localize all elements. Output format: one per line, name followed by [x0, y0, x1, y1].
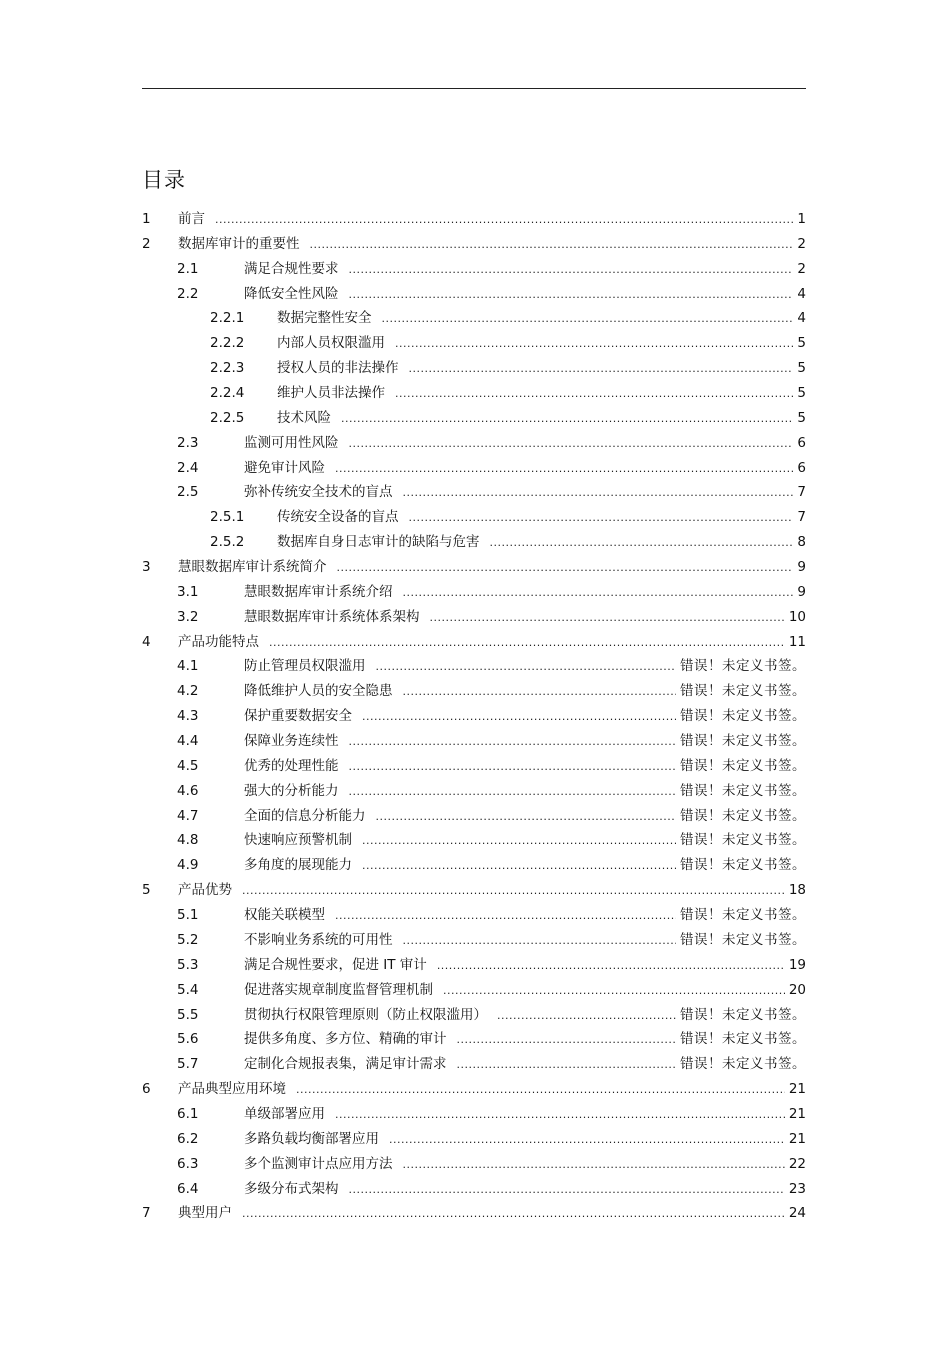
toc-leader-dots: [362, 705, 676, 730]
toc-entry-number: 2.5.1: [210, 509, 245, 526]
toc-entry-title: 保护重要数据安全: [244, 708, 352, 725]
toc-entry[interactable]: [142, 480, 806, 505]
toc-entry-number: 5: [142, 882, 151, 899]
toc-entry-number: 5.4: [177, 981, 199, 998]
toc-entry-title: 慧眼数据库审计系统介绍: [244, 583, 393, 600]
toc-entry-title: 前言: [178, 211, 205, 227]
toc-entry-title: 弥补传统安全技术的盲点: [244, 484, 393, 501]
toc-entry-page: 21: [788, 1081, 806, 1098]
toc-entry[interactable]: [142, 431, 806, 456]
toc-entry-title: 贯彻执行权限管理原则（防止权限滥用）: [244, 1006, 487, 1023]
toc-entry-number: 4.5: [177, 757, 199, 774]
toc-entry[interactable]: [142, 456, 806, 481]
toc-entry-title: 满足合规性要求: [244, 260, 339, 277]
toc-entry-number: 4.6: [177, 782, 199, 799]
toc-entry[interactable]: [142, 555, 806, 580]
toc-entry-page: 错误！未定义书签。: [680, 931, 806, 948]
toc-leader-dots: [403, 581, 794, 606]
toc-entry-title: 促进落实规章制度监督管理机制: [244, 981, 433, 998]
toc-leader-dots: [349, 432, 794, 457]
toc-entry-page: 1: [797, 211, 806, 227]
toc-entry[interactable]: [142, 903, 806, 928]
toc-entry-title: 权能关联模型: [244, 907, 325, 924]
toc-entry-page: 11: [788, 633, 806, 650]
toc-entry-page: 错误！未定义书签。: [680, 757, 806, 774]
toc-leader-dots: [349, 755, 677, 780]
toc-entry-page: 4: [797, 310, 806, 327]
toc-leader-dots: [215, 208, 793, 233]
toc-leader-dots: [310, 233, 794, 258]
toc-entry-number: 7: [142, 1205, 151, 1222]
toc-entry[interactable]: [142, 878, 806, 903]
toc-entry[interactable]: [142, 754, 806, 779]
toc-leader-dots: [296, 1078, 785, 1103]
toc-entry[interactable]: [142, 953, 806, 978]
toc-entry-title: 避免审计风险: [244, 459, 325, 476]
toc-entry-title: 产品优势: [178, 882, 232, 899]
toc-leader-dots: [409, 506, 794, 531]
toc-entry-number: 3: [142, 559, 151, 576]
toc-entry-number: 5.1: [177, 907, 199, 924]
toc-entry-title: 多角度的展现能力: [244, 857, 352, 874]
toc-leader-dots: [409, 357, 794, 382]
toc-entry-number: 2.3: [177, 434, 199, 451]
toc-entry-number: 2.2.1: [210, 310, 245, 327]
toc-entry[interactable]: [142, 207, 806, 232]
toc-entry[interactable]: [142, 306, 806, 331]
toc-entry-page: 5: [797, 335, 806, 352]
toc-entry[interactable]: [142, 654, 806, 679]
toc-entry-title: 多级分布式架构: [244, 1180, 339, 1197]
toc-entry[interactable]: [142, 1152, 806, 1177]
toc-entry-page: 错误！未定义书签。: [680, 733, 806, 750]
toc-entry-number: 6: [142, 1081, 151, 1098]
toc-entry-page: 19: [788, 956, 806, 973]
toc-leader-dots: [403, 929, 677, 954]
toc-entry-page: 错误！未定义书签。: [680, 832, 806, 849]
toc-leader-dots: [337, 556, 794, 581]
toc-entry[interactable]: [142, 282, 806, 307]
toc-entry[interactable]: [142, 804, 806, 829]
toc-entry-page: 7: [797, 484, 806, 501]
toc-entry[interactable]: [142, 729, 806, 754]
toc-leader-dots: [395, 332, 793, 357]
toc-entry-number: 5.3: [177, 956, 199, 973]
toc-entry-page: 错误！未定义书签。: [680, 782, 806, 799]
toc-entry[interactable]: [142, 704, 806, 729]
toc-leader-dots: [443, 979, 785, 1004]
toc-entry-title: 传统安全设备的盲点: [277, 509, 399, 526]
toc-entry-number: 6.3: [177, 1155, 199, 1172]
toc-entry-page: 20: [788, 981, 806, 998]
toc-entry-title: 不影响业务系统的可用性: [244, 931, 393, 948]
toc-entry-title: 产品典型应用环境: [178, 1081, 286, 1098]
table-of-contents: [142, 207, 806, 1226]
toc-entry-page: 24: [788, 1205, 806, 1222]
toc-entry[interactable]: [142, 356, 806, 381]
toc-leader-dots: [403, 680, 677, 705]
toc-entry-page: 21: [788, 1130, 806, 1147]
toc-entry-number: 2.2.4: [210, 385, 245, 402]
toc-entry-page: 18: [788, 882, 806, 899]
toc-leader-dots: [457, 1028, 677, 1053]
toc-leader-dots: [349, 283, 794, 308]
toc-entry-title: 数据库审计的重要性: [178, 235, 300, 252]
toc-entry-number: 4.7: [177, 807, 199, 824]
toc-entry-title: 多个监测审计点应用方法: [244, 1155, 393, 1172]
toc-entry[interactable]: [142, 406, 806, 431]
toc-entry-number: 2.4: [177, 459, 199, 476]
toc-entry[interactable]: [142, 1077, 806, 1102]
toc-entry[interactable]: [142, 505, 806, 530]
toc-leader-dots: [335, 457, 793, 482]
toc-entry-number: 6.4: [177, 1180, 199, 1197]
toc-entry[interactable]: [142, 679, 806, 704]
toc-entry-title: 维护人员非法操作: [277, 385, 385, 402]
toc-entry-title: 内部人员权限滥用: [277, 335, 385, 352]
toc-entry-title: 单级部署应用: [244, 1105, 325, 1122]
toc-entry-number: 4.9: [177, 857, 199, 874]
toc-entry-number: 5.7: [177, 1056, 199, 1073]
toc-entry-title: 慧眼数据库审计系统体系架构: [244, 608, 420, 625]
toc-leader-dots: [403, 1153, 785, 1178]
toc-entry[interactable]: [142, 1102, 806, 1127]
toc-entry[interactable]: [142, 853, 806, 878]
toc-entry-title: 多路负载均衡部署应用: [244, 1130, 379, 1147]
toc-entry-title: 产品功能特点: [178, 633, 259, 650]
toc-entry-number: 4.8: [177, 832, 199, 849]
toc-entry[interactable]: [142, 530, 806, 555]
toc-leader-dots: [349, 780, 677, 805]
toc-leader-dots: [437, 954, 785, 979]
toc-entry-title: 数据完整性安全: [277, 310, 372, 327]
toc-leader-dots: [335, 1103, 785, 1128]
toc-entry-page: 错误！未定义书签。: [680, 683, 806, 700]
toc-entry-number: 2.2.5: [210, 409, 245, 426]
toc-entry-title: 优秀的处理性能: [244, 757, 339, 774]
toc-entry-page: 7: [797, 509, 806, 526]
toc-entry[interactable]: [142, 928, 806, 953]
toc-entry-page: 5: [797, 385, 806, 402]
toc-leader-dots: [395, 382, 793, 407]
toc-entry-page: 5: [797, 360, 806, 377]
toc-entry[interactable]: [142, 828, 806, 853]
toc-leader-dots: [242, 1202, 785, 1227]
toc-entry[interactable]: [142, 605, 806, 630]
toc-entry-title: 数据库自身日志审计的缺陷与危害: [277, 534, 480, 551]
toc-entry-page: 9: [797, 583, 806, 600]
toc-entry[interactable]: [142, 1177, 806, 1202]
toc-entry-title: 满足合规性要求，促进 IT 审计: [244, 956, 427, 973]
toc-entry-number: 5.6: [177, 1031, 199, 1048]
toc-entry-title: 降低安全性风险: [244, 285, 339, 302]
toc-leader-dots: [376, 805, 677, 830]
toc-entry[interactable]: [142, 1127, 806, 1152]
toc-entry-title: 保障业务连续性: [244, 733, 339, 750]
toc-entry-number: 4: [142, 633, 151, 650]
toc-entry-page: 错误！未定义书签。: [680, 1056, 806, 1073]
toc-entry-number: 3.2: [177, 608, 199, 625]
toc-leader-dots: [362, 854, 676, 879]
toc-entry-page: 2: [797, 235, 806, 252]
toc-entry-page: 5: [797, 409, 806, 426]
toc-entry-number: 1: [142, 211, 151, 227]
toc-entry[interactable]: [142, 978, 806, 1003]
toc-entry-title: 慧眼数据库审计系统简介: [178, 559, 327, 576]
toc-leader-dots: [341, 407, 793, 432]
toc-leader-dots: [389, 1128, 785, 1153]
toc-entry-page: 错误！未定义书签。: [680, 708, 806, 725]
toc-entry-page: 错误！未定义书签。: [680, 658, 806, 675]
toc-entry-page: 8: [797, 534, 806, 551]
toc-leader-dots: [376, 655, 677, 680]
toc-entry-page: 10: [788, 608, 806, 625]
toc-leader-dots: [403, 481, 794, 506]
toc-entry-number: 5.5: [177, 1006, 199, 1023]
toc-entry-page: 6: [797, 434, 806, 451]
toc-entry-number: 5.2: [177, 931, 199, 948]
toc-leader-dots: [335, 904, 676, 929]
toc-entry-title: 定制化合规报表集，满足审计需求: [244, 1056, 447, 1073]
toc-entry-page: 23: [788, 1180, 806, 1197]
toc-entry-title: 授权人员的非法操作: [277, 360, 399, 377]
toc-entry-number: 2.2: [177, 285, 199, 302]
toc-entry-number: 4.3: [177, 708, 199, 725]
toc-entry[interactable]: [142, 580, 806, 605]
toc-entry-page: 6: [797, 459, 806, 476]
toc-entry-title: 防止管理员权限滥用: [244, 658, 366, 675]
toc-leader-dots: [382, 307, 794, 332]
toc-entry-title: 监测可用性风险: [244, 434, 339, 451]
toc-entry-number: 2.2.3: [210, 360, 245, 377]
toc-entry-title: 提供多角度、多方位、精确的审计: [244, 1031, 447, 1048]
toc-leader-dots: [457, 1053, 677, 1078]
toc-entry-title: 典型用户: [178, 1205, 232, 1222]
toc-entry-page: 错误！未定义书签。: [680, 1031, 806, 1048]
toc-title: 目录: [142, 168, 186, 192]
toc-leader-dots: [490, 531, 794, 556]
toc-entry-title: 快速响应预警机制: [244, 832, 352, 849]
toc-entry-number: 2.2.2: [210, 335, 245, 352]
toc-entry[interactable]: [142, 232, 806, 257]
toc-entry-number: 2.5: [177, 484, 199, 501]
header-rule: [142, 88, 806, 89]
toc-entry-title: 技术风险: [277, 409, 331, 426]
toc-leader-dots: [349, 730, 677, 755]
toc-entry-number: 2: [142, 235, 151, 252]
toc-entry-page: 错误！未定义书签。: [680, 857, 806, 874]
toc-entry-number: 4.1: [177, 658, 199, 675]
toc-entry[interactable]: [142, 779, 806, 804]
toc-entry[interactable]: [142, 257, 806, 282]
toc-leader-dots: [349, 258, 794, 283]
toc-entry-number: 6.2: [177, 1130, 199, 1147]
toc-entry-page: 4: [797, 285, 806, 302]
toc-entry-number: 3.1: [177, 583, 199, 600]
toc-entry-page: 22: [788, 1155, 806, 1172]
toc-entry[interactable]: [142, 331, 806, 356]
toc-entry[interactable]: [142, 1052, 806, 1077]
toc-leader-dots: [349, 1178, 785, 1203]
toc-entry-page: 错误！未定义书签。: [680, 1006, 806, 1023]
toc-entry-page: 错误！未定义书签。: [680, 807, 806, 824]
toc-entry-number: 4.4: [177, 733, 199, 750]
toc-entry-title: 全面的信息分析能力: [244, 807, 366, 824]
toc-entry-title: 降低维护人员的安全隐患: [244, 683, 393, 700]
toc-entry-page: 21: [788, 1105, 806, 1122]
toc-leader-dots: [269, 631, 785, 656]
toc-entry-page: 9: [797, 559, 806, 576]
toc-entry[interactable]: [142, 1003, 806, 1028]
toc-entry-number: 6.1: [177, 1105, 199, 1122]
toc-entry-number: 2.1: [177, 260, 199, 277]
toc-entry-page: 错误！未定义书签。: [680, 907, 806, 924]
toc-entry-number: 4.2: [177, 683, 199, 700]
toc-leader-dots: [242, 879, 785, 904]
toc-leader-dots: [497, 1004, 676, 1029]
toc-entry-number: 2.5.2: [210, 534, 245, 551]
toc-leader-dots: [430, 606, 785, 631]
toc-entry[interactable]: [142, 630, 806, 655]
toc-entry-page: 2: [797, 260, 806, 277]
toc-entry[interactable]: [142, 1027, 806, 1052]
toc-entry[interactable]: [142, 381, 806, 406]
toc-leader-dots: [362, 829, 676, 854]
toc-entry[interactable]: [142, 1201, 806, 1226]
toc-entry-title: 强大的分析能力: [244, 782, 339, 799]
